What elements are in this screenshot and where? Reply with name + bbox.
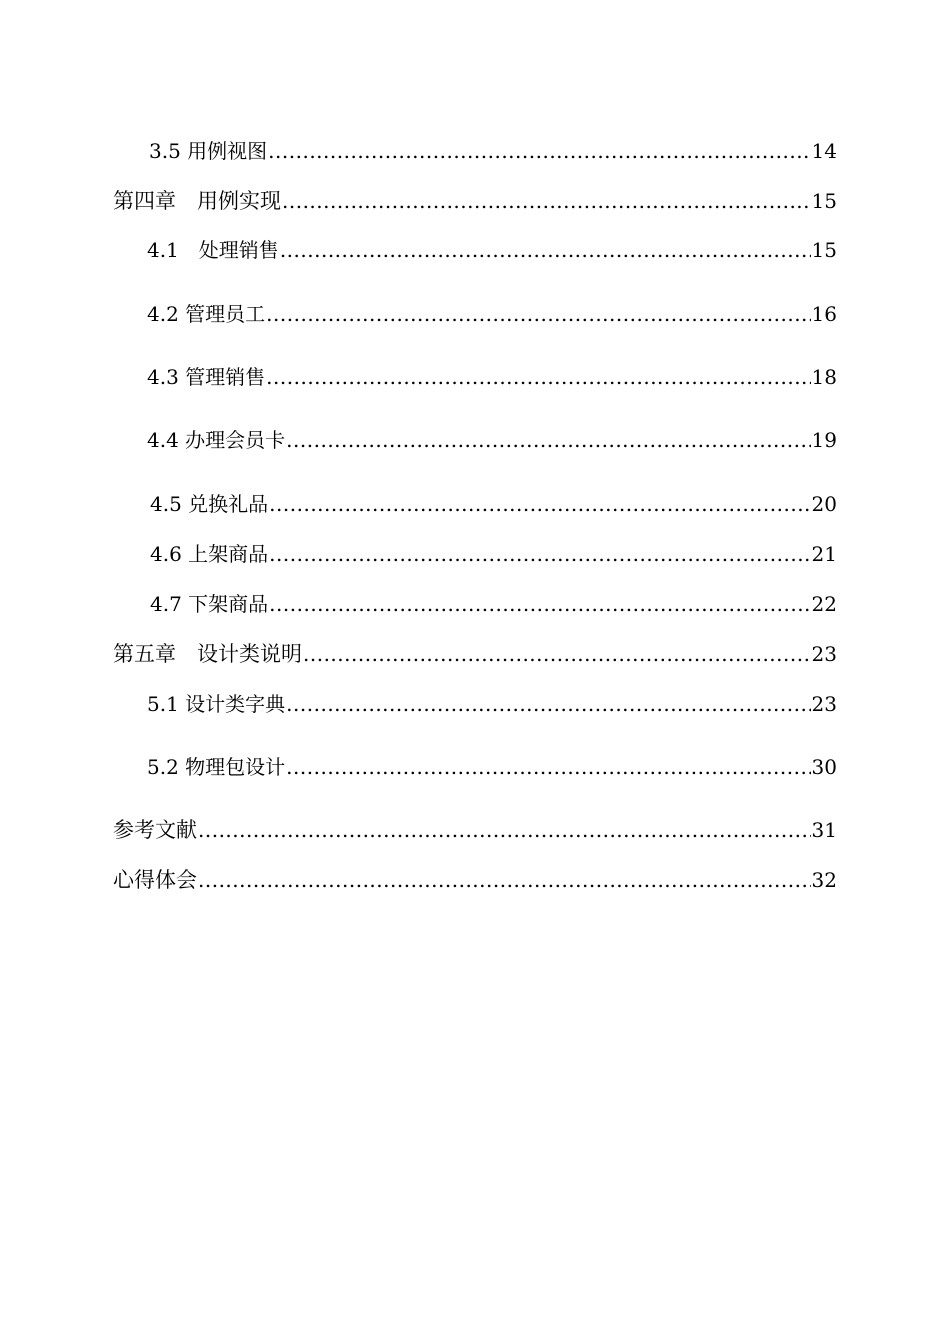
toc-entry-page: 18	[811, 365, 837, 389]
toc-entry-3-5[interactable]	[149, 136, 837, 166]
toc-entry-label: 第四章 用例实现	[113, 189, 281, 213]
dot-leader	[286, 752, 810, 782]
toc-entry-label: 5.2 物理包设计	[147, 755, 286, 779]
dot-leader	[303, 639, 811, 669]
toc-entry-page: 16	[811, 302, 837, 326]
toc-entry-label: 第五章 设计类说明	[113, 642, 302, 666]
toc-entry-page: 19	[811, 428, 837, 452]
toc-entry-5-2[interactable]	[147, 752, 837, 782]
dot-leader	[266, 362, 810, 392]
toc-entry-page: 15	[811, 238, 837, 262]
toc-entry-page: 21	[811, 542, 837, 566]
toc-entry-label: 4.3 管理销售	[147, 365, 266, 389]
toc-entry-page: 22	[811, 592, 837, 616]
toc-entry-label: 4.2 管理员工	[147, 302, 266, 326]
toc-entry-4-7[interactable]	[150, 589, 837, 619]
toc-entry-label: 4.6 上架商品	[150, 542, 269, 566]
dot-leader	[269, 589, 810, 619]
dot-leader	[198, 815, 811, 845]
toc-entry-page: 20	[811, 492, 837, 516]
toc-entry-chapter-5[interactable]	[113, 639, 837, 669]
toc-entry-page: 14	[811, 139, 837, 163]
toc-entry-label: 4.1 处理销售	[147, 238, 279, 262]
toc-entry-references[interactable]	[113, 815, 837, 845]
toc-entry-page: 30	[811, 755, 837, 779]
toc-entry-page: 23	[811, 642, 837, 666]
toc-entry-page: 32	[811, 868, 837, 892]
dot-leader	[269, 489, 810, 519]
toc-entry-page: 15	[811, 189, 837, 213]
toc-entry-label: 3.5 用例视图	[149, 139, 268, 163]
dot-leader	[198, 865, 811, 895]
toc-entry-4-6[interactable]	[150, 539, 837, 569]
dot-leader	[266, 299, 810, 329]
toc-entry-4-4[interactable]	[147, 425, 837, 455]
dot-leader	[286, 425, 810, 455]
toc-entry-reflections[interactable]	[113, 865, 837, 895]
toc-entry-label: 4.5 兑换礼品	[150, 492, 269, 516]
dot-leader	[268, 136, 810, 166]
toc-entry-label: 4.4 办理会员卡	[147, 428, 286, 452]
toc-entry-label: 参考文献	[113, 818, 197, 842]
toc-entry-label: 4.7 下架商品	[150, 592, 269, 616]
dot-leader	[282, 186, 811, 216]
dot-leader	[269, 539, 810, 569]
toc-entry-label: 心得体会	[113, 868, 197, 892]
toc-entry-4-1[interactable]	[147, 235, 837, 265]
toc-entry-label: 5.1 设计类字典	[147, 692, 286, 716]
toc-entry-4-2[interactable]	[147, 299, 837, 329]
toc-entry-page: 31	[811, 818, 837, 842]
dot-leader	[280, 235, 811, 265]
toc-entry-4-5[interactable]	[150, 489, 837, 519]
toc-entry-page: 23	[811, 692, 837, 716]
toc-entry-4-3[interactable]	[147, 362, 837, 392]
toc-entry-5-1[interactable]	[147, 689, 837, 719]
dot-leader	[286, 689, 810, 719]
toc-entry-chapter-4[interactable]	[113, 186, 837, 216]
